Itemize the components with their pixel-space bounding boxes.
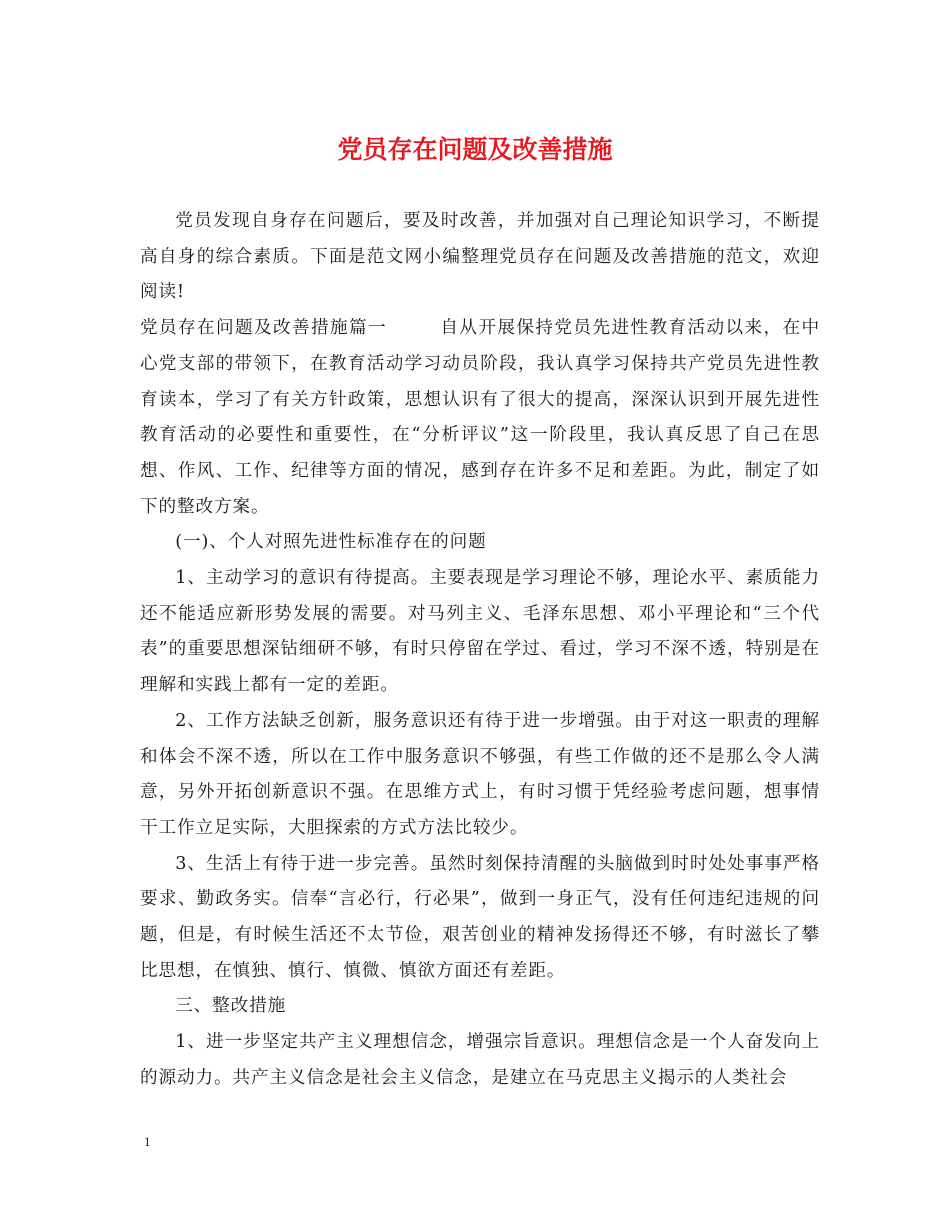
document-body [140, 204, 820, 1097]
section-text: 自从开展保持党员先进性教育活动以来，在中心党支部的带领下，在教育活动学习动员阶段，我认真学习保持共产党员先进性教育读本，学习了有关方针政策，思想认识有了很大的提高，深深认识到开展先进性教育活动的必要性和重要性，在“分析评议”这一阶段里，我认真反思了自己在思想、作风、工作、纪律等方面的情况，感到存在许多不足和差距。为此，制定了如下的整改方案。 [140, 318, 820, 517]
problem-item-3: 3、生活上有待于进一步完善。虽然时刻保持清醒的头脑做到时时处处事事严格要求、勤政务实。信奉“言必行，行必果”，做到一身正气，没有任何违纪违规的问题，但是，有时候生活还不太节俭，艰苦创业的精神发扬得还不够，有时滋长了攀比思想，在慎独、慎行、慎微、慎欲方面还有差距。 [140, 853, 820, 981]
heading-problems: (一)、个人对照先进性标准存在的问题 [175, 532, 487, 553]
intro-paragraph: 党员发现自身存在问题后，要及时改善，并加强对自己理论知识学习，不断提高自身的综合素质。下面是范文网小编整理党员存在问题及改善措施的范文，欢迎阅读! [140, 211, 820, 303]
page-number: 1 [144, 1134, 151, 1149]
problem-item-1: 1、主动学习的意识有待提高。主要表现是学习理论不够，理论水平、素质能力还不能适应新形势发展的需要。对马列主义、毛泽东思想、邓小平理论和“三个代表”的重要思想深钻细研不够，有时只停留在学过、看过，学习不深不透，特别是在理解和实践上都有一定的差距。 [140, 568, 820, 696]
section-label: 党员存在问题及改善措施篇一 [140, 318, 388, 339]
problem-item-2: 2、工作方法缺乏创新，服务意识还有待于进一步增强。由于对这一职责的理解和体会不深不透，所以在工作中服务意识不够强，有些工作做的还不是那么令人满意，另外开拓创新意识不强。在思维方式上，有时习惯于凭经验考虑问题，想事情干工作立足实际，大胆探索的方式方法比较少。 [140, 710, 820, 838]
measure-item-1: 1、进一步坚定共产主义理想信念，增强宗旨意识。理想信念是一个人奋发向上的源动力。共产主义信念是社会主义信念，是建立在马克思主义揭示的人类社会 [140, 1032, 820, 1088]
document-title: 党员存在问题及改善措施 [337, 135, 613, 164]
section-paragraph [140, 311, 820, 525]
heading-measures: 三、整改措施 [175, 996, 287, 1017]
